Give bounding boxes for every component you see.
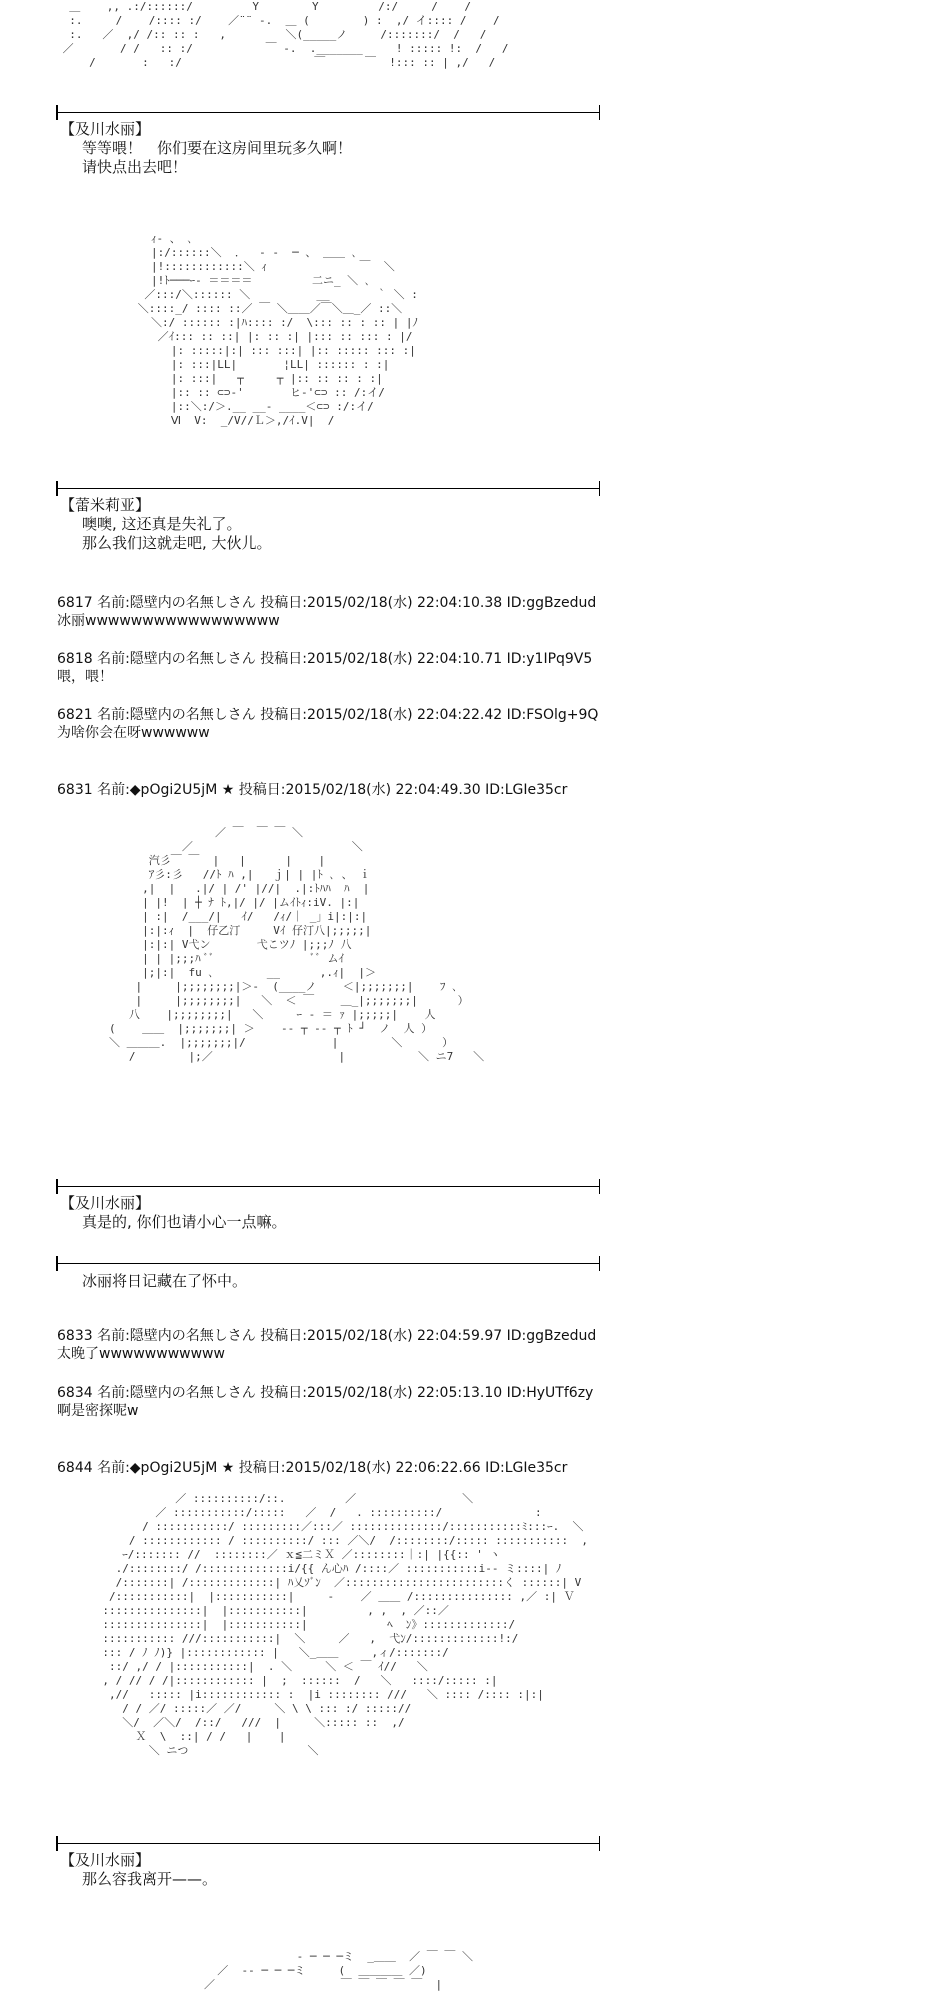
ascii-art-oikawa-1: ／ ￣ ￣ ￣ ＼ ／ ＼ 汽彡￣ ￣ | | | | ｱ彡:彡 //ﾄ ﾊ ,| ｊ| | |ﾄ ､ 、 ｉ ,| | .|/ | /' |//| .|:ﾄﾊﾊ ﾊ | | |! | ┼ ﾅ ﾄ,|/ |/ |ムｲﾄｨ:iV. |:| | :| /___/| ｲ/ /ｨ/｜ _」i|:|:| |:|:ｨ | 仔乙汀 Vｲ 仔汀八|;;;;;| |:|:| V弋ン 弋こツﾉ |;;;ﾉ 八 | | |;;;ﾊ ﾞﾞ ﾞﾞ ムｲ |;|:| fu ､ __ ,.ｨ| |＞ | |;;;;;;;;|＞- (____ノ ＜|;;;;;;;| ﾌ ､ | |;;;;;;;;| ＼ ＜ ￣ ＿_|;;;;;;;| ） 八 |;;;;;;;;| ＼ ｰ ‐ ＝ ｧ |;;;;;| 人 ( ＿＿ |;;;;;;;| ＞ ‐‐ ┬ ‐‐ ┬ ﾄ ┘ ノ 人 ） ＼ ＿＿＿. |;;;;;;;|/ | ＼ ） / |;／ | ＼ ニ7 ＼ [108,826,485,1063]
post-body: 太晚了wwwwwwwwwww [57,1346,225,1362]
ascii-art-bottom: ‐ ─ ─ ─ミ _＿＿ ／ ￣ ￣ ＼ ／ ‐‐ ─ ─ ─ミ ( ＿＿＿＿ ／) ／ ￣ ￣ ￣ ￣ ￣ | [203,1950,474,1991]
post-header: 6818 名前:隠壁内の名無しさん 投稿日:2015/02/18(水) 22:04:10.71 ID:y1IPq9V5 [57,651,593,667]
dialogue-line: 那么我们这就走吧, 大伙儿。 [82,534,272,552]
post-body: 为啥你会在呀wwwwww [57,725,210,741]
post-body: 喂，喂！ [57,669,113,685]
post-header: 6833 名前:隠壁内の名無しさん 投稿日:2015/02/18(水) 22:04:59.97 ID:ggBzedud [57,1328,597,1344]
separator-rule [56,112,600,113]
dialogue-line: 真是的, 你们也请小心一点嘛。 [82,1213,287,1231]
speaker-label: 【蕾米莉亚】 [60,496,151,514]
separator-rule [56,1263,600,1264]
ascii-art-remilia: ｨ‐ 、 ､ |:/::::::＼ ． ‐ ‐ ─ 、 ＿＿ ､ |!::::::::::::＼ ｨ ￣ ＼ |!ﾄ───ｰ- ＝＝＝＝ 二ニ_ ＼ ､ ／:::/＼:::::: ＼ __ ｀ ＼ : ＼::::_/ :::: ::／ ￣ ＼＿＿／￣＼＿_／ ::＼ ＼:/ :::::: :|ﾊ:::: :/ \::: :: : :: | |ﾉ ／ｲ::: :: ::| |: :: :| |::: :: ::: : |/ |: :::::|:| ::: :::| |:: ::::: ::: :| |: :::|LL| ¦LL| :::::: : :| |: :::| ┬ ┬ |:: :: :: : :| |:: :: ⊂⊃-' ヒ‐'⊂⊃ :: /:イ/ |::＼:/＞.__ __‐ ____＜⊂⊃ :/:イ/ Ⅵ V: _/V//Ｌ＞,/ｲ.V| / [137,232,419,427]
ascii-art-top: ＿ ,, .:/::::::/ Y Y /:/ / / :. / /:::: :/ ／¨¨ ‐. ＿ ( ) : ,/ イ:::: / / :. ／ ,/ /:: :: : , ＼(_____ノ /:::::::/ / / ／ / / :: :/ ￣ ‐. ._______ ! ::::: !: / / / : :/ ￣ ￣ !::: :: | ,/ / [62,0,509,69]
dialogue-line: 噢噢, 这还真是失礼了。 [82,515,242,533]
separator-rule [56,1843,600,1844]
dialogue-line: 等等喂！ 你们要在这房间里玩多久啊！ [82,139,353,157]
dialogue-line: 请快点出去吧！ [82,158,188,176]
post-body: 啊是密探呢w [57,1403,139,1419]
post-body: 冰丽wwwwwwwwwwwwwwwww [57,613,280,629]
speaker-label: 【及川水丽】 [60,1851,151,1869]
ascii-art-oikawa-2: ／ ::::::::::/::. ／ ＼ ／ :::::::::::/::::: ／ / . ::::::::::/ : / :::::::::::/ :::::::::／:::／ ::::::::::::::/:::::::::::ﾐ:::ｰ. ＼ / :::::::::::: / ::::::::::/ ::: ／＼/ /::::::::/::::: ::::::::::: , ｰ/::::::: // ::::::::／ ｘ≦二ミＸ ／::::::::｜:| |{{:: ' ヽ ./::::::::/ /:::::::::::::i/{{ ん心ﾊ /::::／ :::::::::::i‐- ミ::::| ﾉ /:::::::| /:::::::::::::| ﾊ乂ｿﾞﾝ ／::::::::::::::::::::::::く ::::::| V /:::::::::::| |:::::::::::| ‐ ／ ＿＿ /::::::::::::::: ,／ :| Ｖ :::::::::::::::| |:::::::::::| , , , ／::／ :::::::::::::::| |:::::::::::| ﾍ ﾝ》:::::::::::::/ ::::::::::: ///:::::::::::| ＼ ／ , 弋ﾝ/:::::::::::::!:/ ::: / ﾉ ﾉ)} |:::::::::::: | ＼_＿＿ ,ィ/:::::::/ ::/ ,/ / |:::::::::::| . ＼ ＼ ＜ ￣ ｲ// ＼ , / // / /|:::::::::::: | ; :::::: / ＼ ::::/::::: :| ,// ::::: |i:::::::::::: : |i :::::::: /// ＼ :::: /:::: :|:| / / ／/ :::::／ ／/ ＼ \ \ ::: :/ :::::// ＼/ ／＼/ /::/ /// | ＼::::: :: ,/ Ｘ \ ::| / / | | ＼ ニつ ＼ [102,1492,588,1757]
post-header: 6821 名前:隠壁内の名無しさん 投稿日:2015/02/18(水) 22:04:22.42 ID:FSOlg+9Q [57,707,599,723]
post-header: 6831 名前:◆pOgi2U5jM ★ 投稿日:2015/02/18(水) 22:04:49.30 ID:LGIe35cr [57,782,568,798]
dialogue-line: 那么容我离开——。 [82,1870,218,1888]
separator-rule [56,488,600,489]
post-header: 6834 名前:隠壁内の名無しさん 投稿日:2015/02/18(水) 22:05:13.10 ID:HyUTf6zy [57,1385,594,1401]
speaker-label: 【及川水丽】 [60,120,151,138]
speaker-label: 【及川水丽】 [60,1194,151,1212]
post-header: 6844 名前:◆pOgi2U5jM ★ 投稿日:2015/02/18(水) 22:06:22.66 ID:LGIe35cr [57,1460,568,1476]
separator-rule [56,1186,600,1187]
narration-line: 冰丽将日记藏在了怀中。 [82,1272,248,1290]
post-header: 6817 名前:隠壁内の名無しさん 投稿日:2015/02/18(水) 22:04:10.38 ID:ggBzedud [57,595,597,611]
